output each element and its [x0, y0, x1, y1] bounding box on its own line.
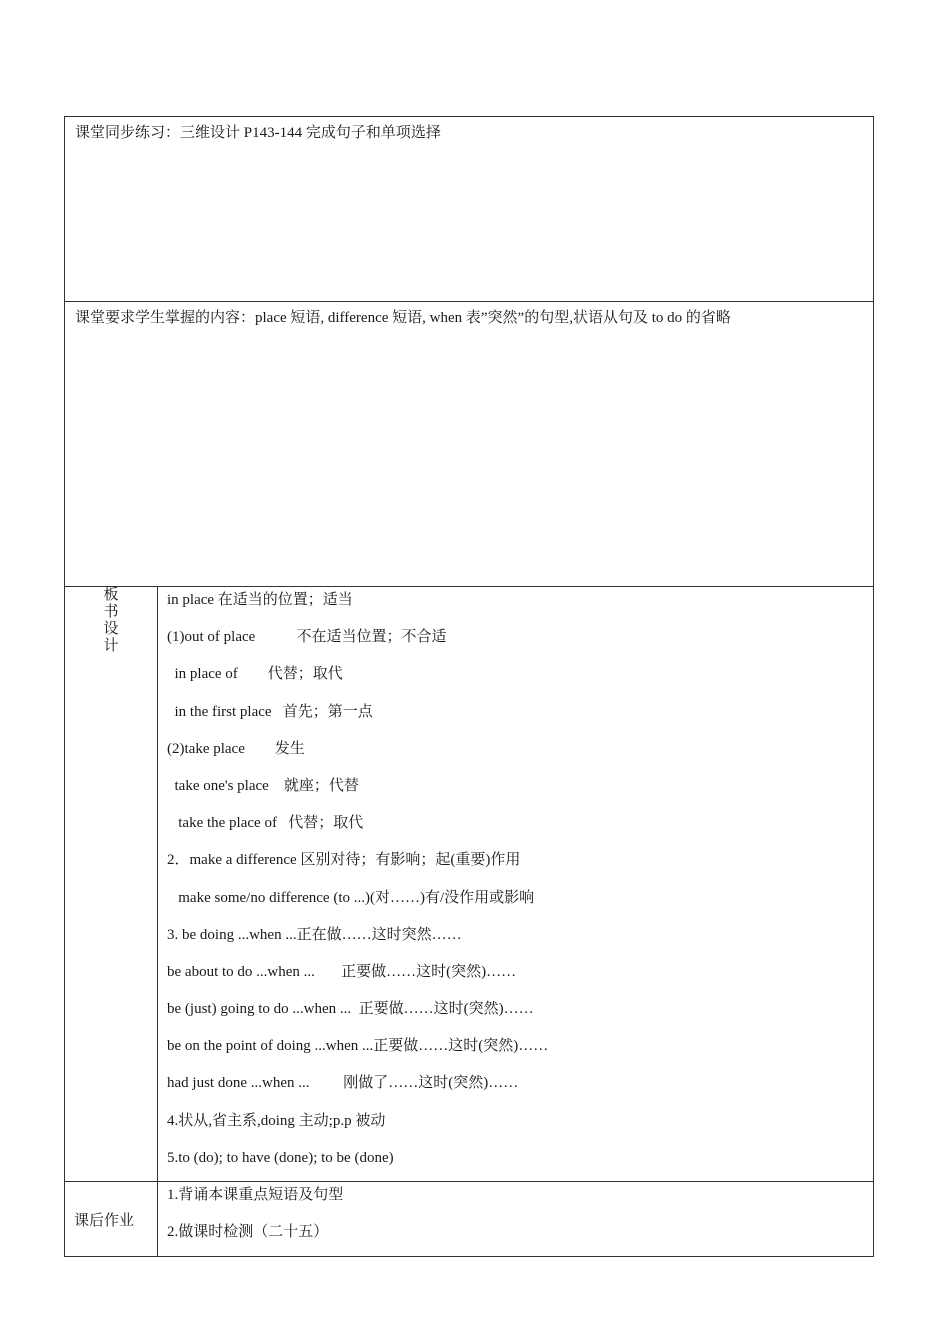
board-design-content	[158, 587, 873, 1181]
board-design-label-cell	[65, 587, 158, 1181]
board-design-label	[65, 587, 157, 655]
board-line: 3. be doing ...when ...正在做……这时突然……	[167, 926, 462, 943]
homework-row	[64, 1182, 874, 1257]
board-line: in place 在适当的位置；适当	[167, 592, 353, 608]
practice-row	[64, 116, 874, 302]
label-char: 板	[103, 587, 119, 603]
requirement-text: 课堂要求学生掌握的内容：place 短语, difference 短语, when 表”突然”的句型,状语从句及 to do 的省略	[75, 310, 731, 326]
board-line: 5.to (do); to have (done); to be (done)	[167, 1149, 394, 1166]
board-line: be about to do ...when ... 正要做……这时(突然)……	[167, 963, 517, 980]
board-design-row	[64, 587, 874, 1182]
homework-content	[158, 1182, 873, 1256]
requirement-row	[64, 302, 874, 587]
board-line: take the place of 代替；取代	[167, 815, 364, 832]
board-line: (1)out of place 不在适当位置；不合适	[167, 629, 447, 646]
board-line: make some/no difference (to ...)(对……)有/没作用或影响	[167, 889, 535, 906]
homework-item: 2.做课时检测（二十五）	[167, 1224, 329, 1240]
homework-item: 1.背诵本课重点短语及句型	[167, 1187, 344, 1203]
board-line: 2．make a difference 区别对待；有影响；起(重要)作用	[167, 852, 521, 869]
label-char: 计	[103, 638, 119, 654]
board-line: (2)take place 发生	[167, 740, 305, 757]
board-line: be (just) going to do ...when ... 正要做……这时(突然)……	[167, 1001, 534, 1018]
board-line: be on the point of doing ...when ...正要做……这时(突然)……	[167, 1038, 549, 1055]
homework-label: 课后作业	[65, 1182, 158, 1256]
label-char: 书	[103, 604, 119, 620]
lesson-plan-table	[64, 116, 874, 1257]
board-line: 4.状从,省主系,doing 主动;p.p 被动	[167, 1112, 386, 1129]
board-line: in place of 代替；取代	[167, 666, 343, 683]
board-line: take one's place 就座；代替	[167, 777, 359, 794]
board-line: had just done ...when ... 刚做了……这时(突然)……	[167, 1075, 519, 1092]
practice-text: 课堂同步练习：三维设计 P143-144 完成句子和单项选择	[75, 125, 441, 141]
label-char: 设	[103, 621, 119, 637]
board-line: in the first place 首先；第一点	[167, 703, 373, 720]
